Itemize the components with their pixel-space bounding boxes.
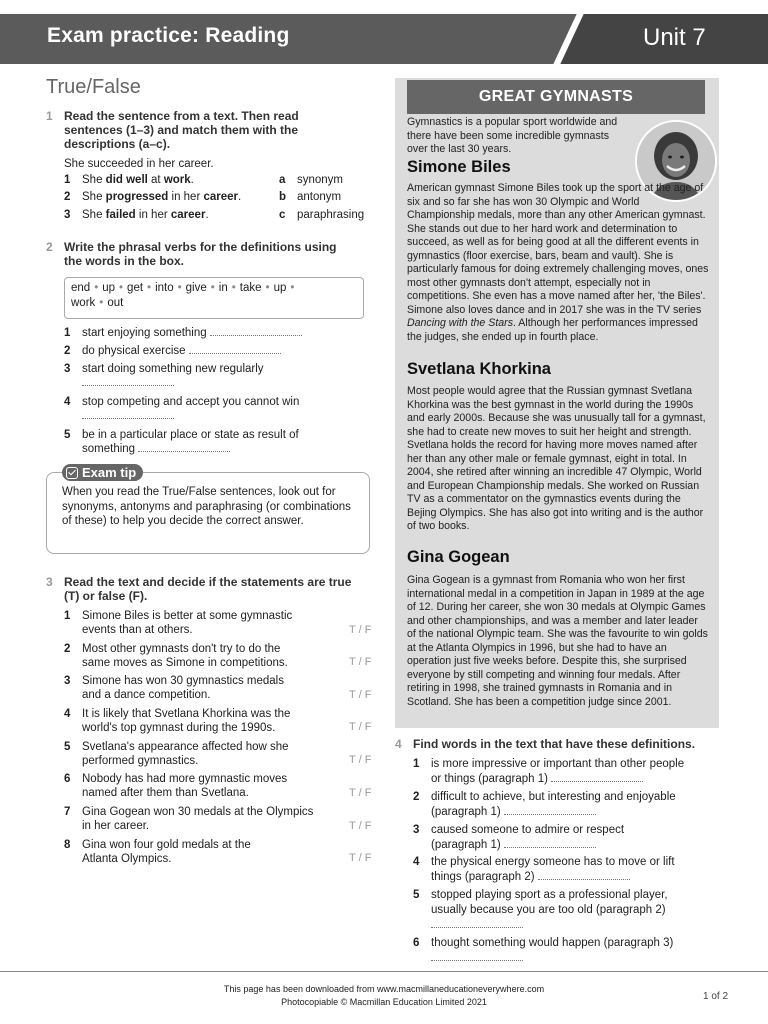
reading-title-band <box>407 80 705 114</box>
page-header <box>0 14 768 64</box>
checkbox-icon <box>66 467 78 479</box>
true-false-choice[interactable]: T / F <box>349 656 372 668</box>
footer-copyright: Photocopiable © Macmillan Education Limited 2021 <box>281 997 487 1007</box>
answer-blank[interactable] <box>551 772 643 782</box>
answer-blank[interactable] <box>189 344 281 354</box>
heading-svetlana-khorkina: Svetlana Khorkina <box>407 360 551 378</box>
true-false-choice[interactable]: T / F <box>349 624 372 636</box>
true-false-choice[interactable]: T / F <box>349 721 372 733</box>
exam-tip-text: When you read the True/False sentences, look out for synonyms, antonyms and paraphrasing (or combinations of these) to help you decide the correct answer. <box>62 486 351 527</box>
paragraph-gina-gogean: Gina Gogean is a gymnast from Romania who won her first international medal in a competition in Japan in 1989 at the age of 12. During her career, she won 30 medals at Olympic Games and other championships, and was a member and later leader of the national Olympic team. She was the favourite to win golds at the Atlanta Olympics in 1996, but she had to have an operation just five weeks before. Despite this, she surprised everyone by still competing and winning four medals. After retiring in 1998, she trained gymnasts in Romania and in Scotland. She has been a competition judge since 2001. <box>407 574 708 708</box>
true-false-choice[interactable]: T / F <box>349 787 372 799</box>
ex1-description: b antonym <box>279 191 342 203</box>
heading-simone-biles: Simone Biles <box>407 158 511 176</box>
intro-paragraph: Gymnastics is a popular sport worldwide and there have been some incredible gymnasts over the last 30 years. <box>407 116 618 155</box>
answer-blank[interactable] <box>138 442 230 452</box>
true-false-choice[interactable]: T / F <box>349 689 372 701</box>
answer-blank[interactable] <box>82 376 174 386</box>
answer-blank[interactable] <box>431 918 523 928</box>
answer-blank[interactable] <box>504 805 596 815</box>
exercise-number: 1 <box>46 109 53 123</box>
paragraph-simone-biles: American gymnast Simone Biles took up the sport at the age of six and so far she has won 30 Olympic and World Championship medals, more than any other American gymnast. She stands out due to her hard work and determination to succeed, as well as for being good at all the different events in gymnastics (floor exercise, bars, beam and vault). She is particularly famous for doing extremely challenging moves, ones most other gymnasts don't attempt, especially not in competitions. She even has a move named after her, 'the Biles'. Simone also loves dance and in 2017 she was in the TV series Dancing with the Stars. Although her performances impressed the judges, she ended up in fourth place. <box>407 182 709 343</box>
true-false-choice[interactable]: T / F <box>349 754 372 766</box>
true-false-choice[interactable]: T / F <box>349 852 372 864</box>
answer-blank[interactable] <box>504 838 596 848</box>
page-title: Exam practice: Reading <box>47 24 290 47</box>
exam-tip-label: Exam tip <box>62 464 143 481</box>
heading-gina-gogean: Gina Gogean <box>407 548 510 566</box>
exercise-1-lead: She succeeded in her career. <box>64 158 214 170</box>
section-title: True/False <box>46 76 141 98</box>
reading-panel <box>395 78 719 728</box>
footer <box>0 983 768 1009</box>
answer-blank[interactable] <box>538 870 630 880</box>
exercise-instruction: Read the sentence from a text. Then read sentences (1–3) and match them with the descriptions (a–c). <box>64 109 299 151</box>
footer-download-note: This page has been downloaded from www.macmillaneducationeverywhere.com <box>223 984 545 994</box>
answer-blank[interactable] <box>82 409 174 419</box>
paragraph-svetlana-khorkina: Most people would agree that the Russian gymnast Svetlana Khorkina was the best gymnast in the world during the 1990s and early 2000s. Because she was unusually tall for a gymnast, she had to create new moves to suit her height and strength. Svetlana holds the record for having more moves named after her than any other male or female gymnast, eight in total. In 2004, she retired after winning an incredible 47 Olympic, World and European Championship medals. She worked on Russian TV as a commentator on the gymnastics events during the Bejing Olympics. She has also got into writing and is the author of two books. <box>407 385 706 532</box>
reading-title: GREAT GYMNASTS <box>478 88 634 105</box>
word-box: end • up • get • into • give • in • take • up • work • out <box>64 277 364 319</box>
ex1-description: c paraphrasing <box>279 209 365 221</box>
unit-label: Unit 7 <box>643 24 706 51</box>
answer-blank[interactable] <box>210 326 302 336</box>
ex1-description: a synonym <box>279 174 344 186</box>
footer-divider <box>0 971 768 972</box>
answer-blank[interactable] <box>431 951 523 961</box>
true-false-choice[interactable]: T / F <box>349 820 372 832</box>
page-number: 1 of 2 <box>703 991 729 1002</box>
